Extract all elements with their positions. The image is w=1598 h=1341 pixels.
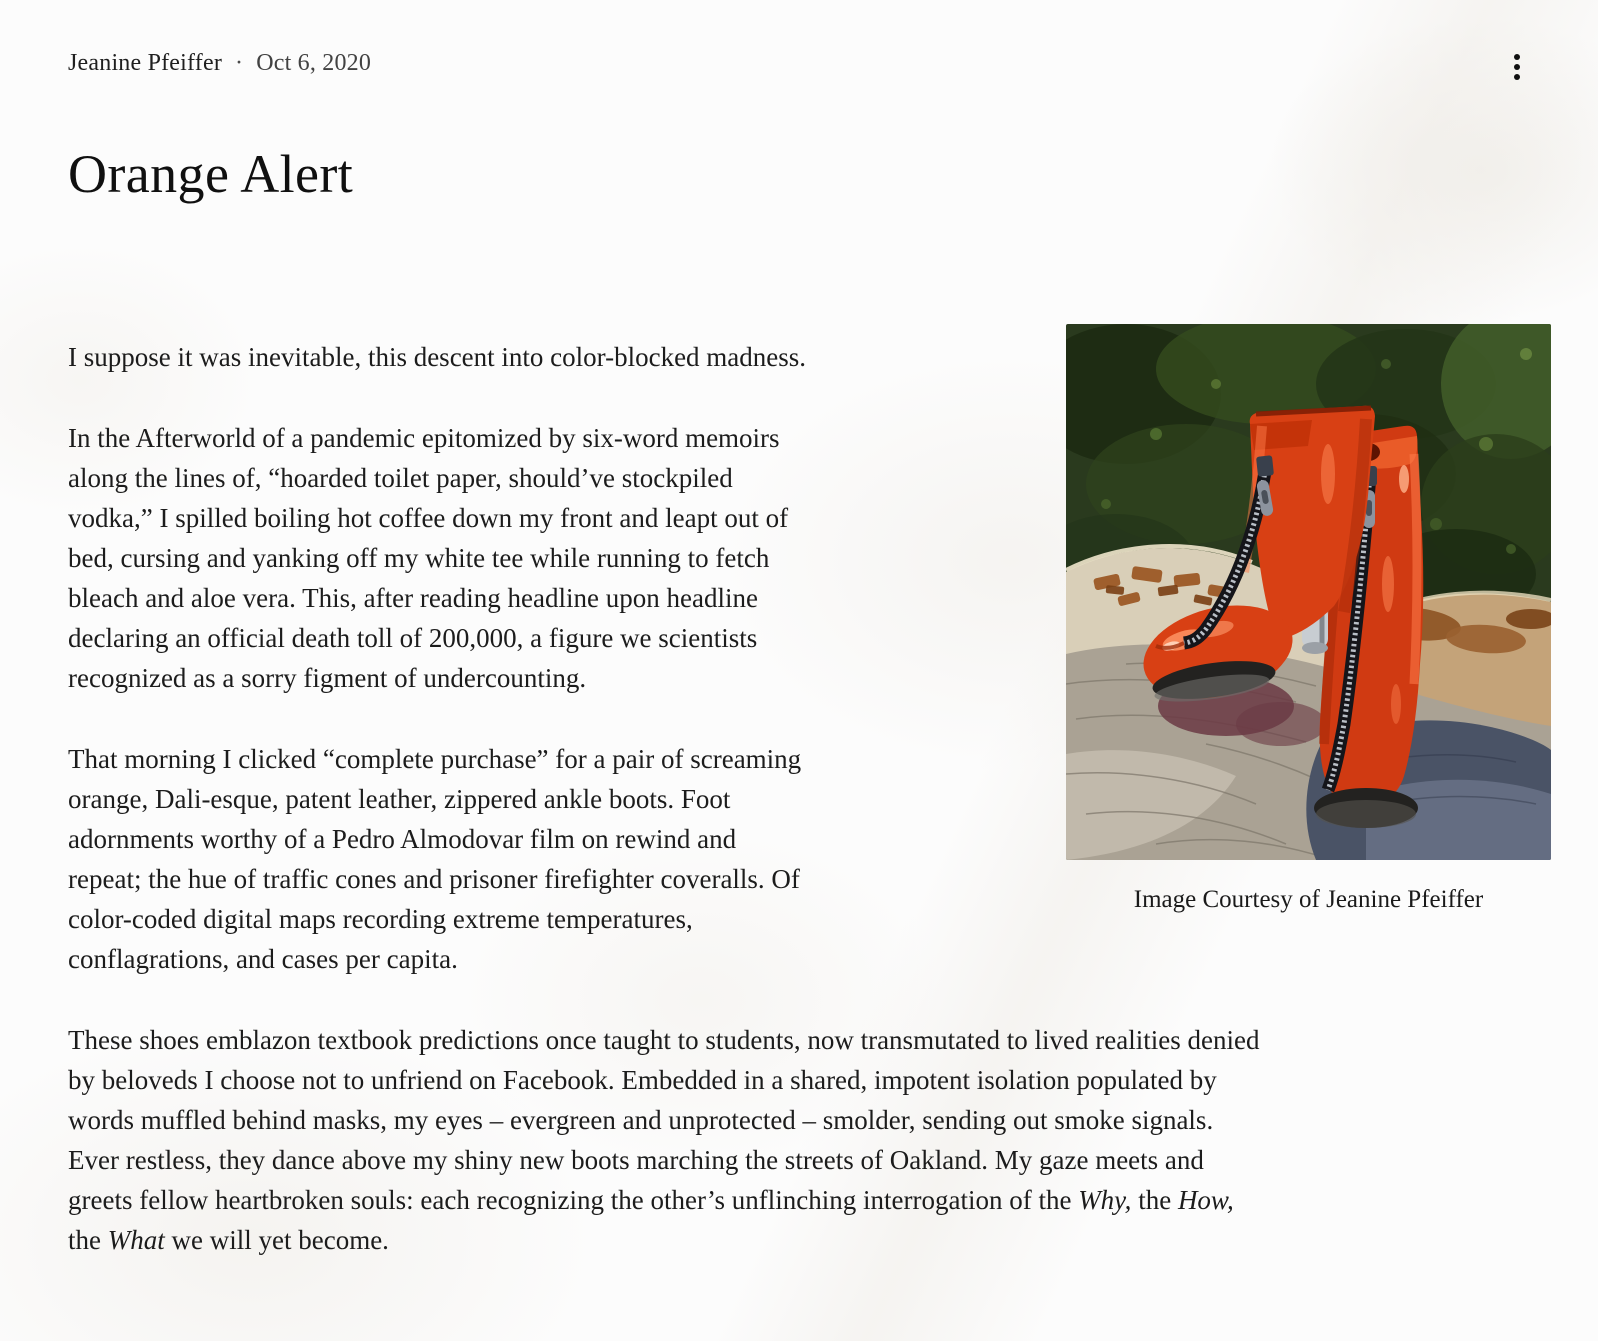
emphasized-word: Why,	[1078, 1184, 1132, 1215]
paragraph-line: color-coded digital maps recording extreme temperatures,	[68, 903, 693, 934]
page-title: Orange Alert	[68, 144, 354, 204]
paragraph-line: by beloveds I choose not to unfriend on Facebook. Embedded in a shared, impotent isolation populated by	[68, 1064, 1217, 1095]
paragraph-line: adornments worthy of a Pedro Almodovar film on rewind and	[68, 823, 737, 854]
paragraph-line: These shoes emblazon textbook predictions once taught to students, now transmutated to lived realities denied	[68, 1024, 1260, 1055]
paragraph-line: orange, Dali-esque, patent leather, zippered ankle boots. Foot	[68, 783, 731, 814]
paragraph-line: Ever restless, they dance above my shiny new boots marching the streets of Oakland. My gaze meets and	[68, 1144, 1204, 1175]
emphasized-word: How,	[1177, 1184, 1234, 1215]
paragraph-line: declaring an official death toll of 200,000, a figure we scientists	[68, 622, 758, 653]
paragraph-line: That morning I clicked “complete purchase” for a pair of screaming	[68, 743, 802, 774]
article-figure	[1066, 324, 1551, 916]
emphasized-word: What	[107, 1224, 165, 1255]
paragraph-line: the What we will yet become.	[68, 1224, 389, 1255]
byline	[68, 48, 371, 78]
image-caption: Image Courtesy of Jeanine Pfeiffer	[1133, 885, 1484, 913]
paragraph-line: conflagrations, and cases per capita.	[68, 943, 458, 974]
paragraph-line: greets fellow heartbroken souls: each recognizing the other’s unflinching interrogation of the Why, the How,	[68, 1184, 1234, 1215]
paragraph-line: In the Afterworld of a pandemic epitomized by six-word memoirs	[68, 422, 780, 453]
article-paragraph	[68, 1020, 1530, 1260]
paragraph-line: recognized as a sorry figment of undercounting.	[68, 662, 587, 693]
boots-photo-illustration	[1066, 324, 1551, 860]
paragraph-line: repeat; the hue of traffic cones and prisoner firefighter coveralls. Of	[68, 863, 800, 894]
post-date: Oct 6, 2020	[256, 50, 372, 76]
paragraph-line: vodka,” I spilled boiling hot coffee down my front and leapt out of	[68, 502, 789, 533]
article-body	[68, 337, 1530, 1301]
byline-separator: ·	[235, 50, 244, 76]
paragraph-line: bleach and aloe vera. This, after reading headline upon headline	[68, 582, 758, 613]
paragraph-line: words muffled behind masks, my eyes – evergreen and unprotected – smolder, sending out smoke signals.	[68, 1104, 1214, 1135]
author-name[interactable]: Jeanine Pfeiffer	[68, 50, 223, 76]
paragraph-line: bed, cursing and yanking off my white tee while running to fetch	[68, 542, 770, 573]
kebab-menu-button[interactable]	[1504, 50, 1530, 84]
post-header	[68, 0, 1530, 84]
boots-photo[interactable]	[1066, 324, 1551, 860]
paragraph-line: along the lines of, “hoarded toilet paper, should’ve stockpiled	[68, 462, 733, 493]
paragraph-line: I suppose it was inevitable, this descent into color-blocked madness.	[68, 341, 807, 372]
kebab-menu-icon	[1514, 54, 1520, 80]
